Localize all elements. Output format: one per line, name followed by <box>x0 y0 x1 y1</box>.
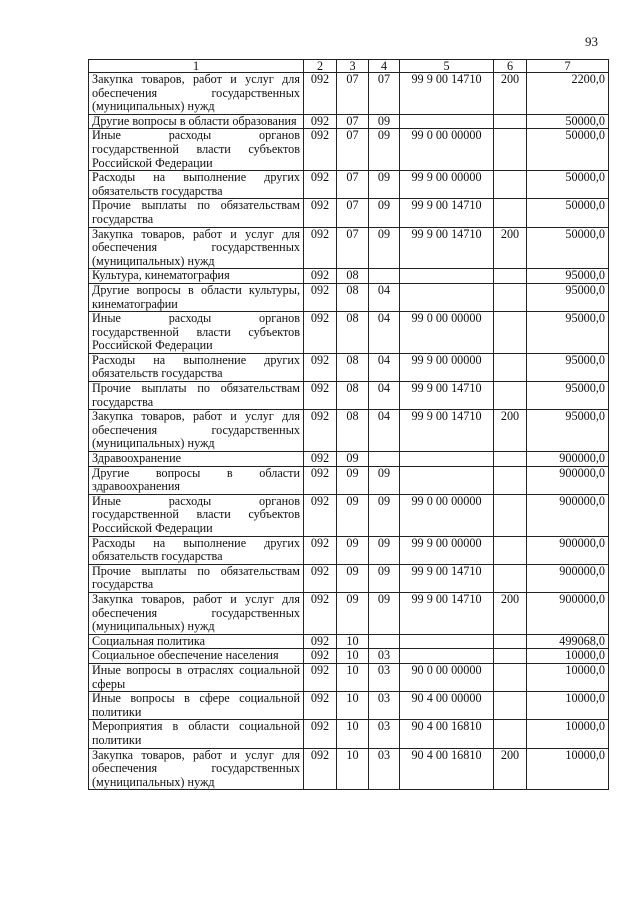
row-amount-cell: 900000,0 <box>527 452 609 467</box>
row-type-cell: 200 <box>494 748 527 790</box>
table-row <box>89 634 609 649</box>
row-target-cell <box>400 634 494 649</box>
row-amount-cell: 50000,0 <box>527 129 609 171</box>
row-amount-cell: 900000,0 <box>527 592 609 634</box>
row-section-cell: 08 <box>337 353 369 381</box>
table-row <box>89 692 609 720</box>
table-row <box>89 452 609 467</box>
row-section-cell: 10 <box>337 649 369 664</box>
row-amount-cell: 2200,0 <box>527 73 609 115</box>
row-code-cell: 092 <box>304 494 337 536</box>
row-code-cell: 092 <box>304 649 337 664</box>
header-cell-1: 1 <box>89 60 304 73</box>
row-subsection-cell: 09 <box>369 129 400 171</box>
row-amount-cell: 50000,0 <box>527 199 609 227</box>
table-row <box>89 592 609 634</box>
row-section-cell: 07 <box>337 129 369 171</box>
row-amount-cell: 10000,0 <box>527 692 609 720</box>
table-row <box>89 353 609 381</box>
row-subsection-cell: 04 <box>369 312 400 354</box>
row-target-cell: 99 0 00 00000 <box>400 494 494 536</box>
table-row <box>89 114 609 129</box>
table-row <box>89 73 609 115</box>
row-name-cell: Расходы на выполнение других обязательств государства <box>89 353 304 381</box>
row-target-cell: 90 4 00 16810 <box>400 748 494 790</box>
row-code-cell: 092 <box>304 748 337 790</box>
row-section-cell: 07 <box>337 114 369 129</box>
row-amount-cell: 900000,0 <box>527 564 609 592</box>
row-section-cell: 07 <box>337 199 369 227</box>
row-target-cell: 99 9 00 14710 <box>400 73 494 115</box>
row-subsection-cell: 09 <box>369 227 400 269</box>
row-target-cell: 90 4 00 16810 <box>400 720 494 748</box>
table-row <box>89 129 609 171</box>
row-subsection-cell <box>369 269 400 284</box>
table-row <box>89 171 609 199</box>
row-name-cell: Закупка товаров, работ и услуг для обеспечения государственных (муниципальных) нужд <box>89 227 304 269</box>
row-type-cell <box>494 382 527 410</box>
row-subsection-cell: 09 <box>369 466 400 494</box>
row-subsection-cell: 07 <box>369 73 400 115</box>
row-name-cell: Прочие выплаты по обязательствам государства <box>89 199 304 227</box>
row-type-cell <box>494 353 527 381</box>
row-subsection-cell: 03 <box>369 748 400 790</box>
row-target-cell <box>400 283 494 311</box>
row-name-cell: Культура, кинематография <box>89 269 304 284</box>
row-code-cell: 092 <box>304 312 337 354</box>
row-code-cell: 092 <box>304 452 337 467</box>
row-target-cell: 99 9 00 14710 <box>400 592 494 634</box>
row-section-cell: 07 <box>337 227 369 269</box>
row-name-cell: Здравоохранение <box>89 452 304 467</box>
row-amount-cell: 10000,0 <box>527 663 609 691</box>
row-name-cell: Иные расходы органов государственной власти субъектов Российской Федерации <box>89 494 304 536</box>
row-subsection-cell: 03 <box>369 692 400 720</box>
table-row <box>89 720 609 748</box>
row-subsection-cell: 09 <box>369 199 400 227</box>
row-subsection-cell: 04 <box>369 382 400 410</box>
row-target-cell: 99 9 00 00000 <box>400 536 494 564</box>
row-type-cell <box>494 692 527 720</box>
row-name-cell: Социальная политика <box>89 634 304 649</box>
row-amount-cell: 50000,0 <box>527 227 609 269</box>
row-name-cell: Прочие выплаты по обязательствам государства <box>89 382 304 410</box>
row-amount-cell: 499068,0 <box>527 634 609 649</box>
row-name-cell: Другие вопросы в области образования <box>89 114 304 129</box>
table-row <box>89 564 609 592</box>
row-subsection-cell: 09 <box>369 494 400 536</box>
row-type-cell <box>494 269 527 284</box>
table-row <box>89 410 609 452</box>
row-code-cell: 092 <box>304 564 337 592</box>
row-code-cell: 092 <box>304 114 337 129</box>
row-section-cell: 08 <box>337 269 369 284</box>
table-row <box>89 283 609 311</box>
row-code-cell: 092 <box>304 73 337 115</box>
row-type-cell <box>494 171 527 199</box>
row-section-cell: 09 <box>337 536 369 564</box>
row-amount-cell: 50000,0 <box>527 114 609 129</box>
table-row <box>89 649 609 664</box>
row-type-cell: 200 <box>494 227 527 269</box>
row-amount-cell: 95000,0 <box>527 410 609 452</box>
row-subsection-cell: 04 <box>369 283 400 311</box>
row-amount-cell: 95000,0 <box>527 312 609 354</box>
budget-table <box>88 59 609 790</box>
row-section-cell: 08 <box>337 312 369 354</box>
row-name-cell: Мероприятия в области социальной политики <box>89 720 304 748</box>
page-number: 93 <box>585 34 598 49</box>
row-section-cell: 09 <box>337 564 369 592</box>
row-type-cell <box>494 649 527 664</box>
row-section-cell: 09 <box>337 592 369 634</box>
row-target-cell: 99 9 00 14710 <box>400 410 494 452</box>
row-name-cell: Расходы на выполнение других обязательств государства <box>89 171 304 199</box>
row-type-cell <box>494 466 527 494</box>
row-target-cell: 99 0 00 00000 <box>400 312 494 354</box>
row-section-cell: 10 <box>337 720 369 748</box>
header-cell-5: 5 <box>400 60 494 73</box>
row-code-cell: 092 <box>304 410 337 452</box>
table-row <box>89 382 609 410</box>
row-amount-cell: 900000,0 <box>527 494 609 536</box>
row-name-cell: Закупка товаров, работ и услуг для обеспечения государственных (муниципальных) нужд <box>89 748 304 790</box>
row-section-cell: 08 <box>337 410 369 452</box>
row-code-cell: 092 <box>304 466 337 494</box>
row-code-cell: 092 <box>304 199 337 227</box>
row-code-cell: 092 <box>304 592 337 634</box>
row-code-cell: 092 <box>304 634 337 649</box>
header-cell-7: 7 <box>527 60 609 73</box>
row-section-cell: 10 <box>337 748 369 790</box>
row-target-cell <box>400 452 494 467</box>
table-row <box>89 269 609 284</box>
row-subsection-cell <box>369 634 400 649</box>
row-type-cell <box>494 564 527 592</box>
row-subsection-cell: 09 <box>369 114 400 129</box>
row-name-cell: Иные расходы органов государственной власти субъектов Российской Федерации <box>89 312 304 354</box>
row-section-cell: 09 <box>337 494 369 536</box>
row-target-cell <box>400 466 494 494</box>
row-code-cell: 092 <box>304 283 337 311</box>
row-amount-cell: 50000,0 <box>527 171 609 199</box>
header-cell-6: 6 <box>494 60 527 73</box>
row-target-cell: 99 0 00 00000 <box>400 129 494 171</box>
row-target-cell: 99 9 00 14710 <box>400 564 494 592</box>
row-code-cell: 092 <box>304 171 337 199</box>
row-subsection-cell: 09 <box>369 564 400 592</box>
table-row <box>89 748 609 790</box>
row-target-cell <box>400 269 494 284</box>
row-type-cell: 200 <box>494 592 527 634</box>
row-amount-cell: 900000,0 <box>527 466 609 494</box>
row-type-cell <box>494 536 527 564</box>
row-code-cell: 092 <box>304 269 337 284</box>
row-name-cell: Иные вопросы в сфере социальной политики <box>89 692 304 720</box>
row-type-cell <box>494 494 527 536</box>
row-target-cell: 99 9 00 14710 <box>400 382 494 410</box>
row-section-cell: 08 <box>337 283 369 311</box>
row-name-cell: Социальное обеспечение населения <box>89 649 304 664</box>
row-amount-cell: 95000,0 <box>527 353 609 381</box>
row-subsection-cell: 03 <box>369 663 400 691</box>
row-section-cell: 10 <box>337 634 369 649</box>
row-type-cell: 200 <box>494 410 527 452</box>
row-target-cell: 99 9 00 14710 <box>400 227 494 269</box>
header-cell-4: 4 <box>369 60 400 73</box>
row-name-cell: Закупка товаров, работ и услуг для обеспечения государственных (муниципальных) нужд <box>89 73 304 115</box>
row-type-cell <box>494 199 527 227</box>
row-subsection-cell: 09 <box>369 592 400 634</box>
row-subsection-cell <box>369 452 400 467</box>
row-target-cell: 99 9 00 00000 <box>400 353 494 381</box>
row-name-cell: Прочие выплаты по обязательствам государства <box>89 564 304 592</box>
row-section-cell: 09 <box>337 452 369 467</box>
table-row <box>89 536 609 564</box>
row-name-cell: Расходы на выполнение других обязательств государства <box>89 536 304 564</box>
row-target-cell: 90 4 00 00000 <box>400 692 494 720</box>
row-code-cell: 092 <box>304 536 337 564</box>
row-target-cell: 90 0 00 00000 <box>400 663 494 691</box>
row-code-cell: 092 <box>304 720 337 748</box>
row-amount-cell: 900000,0 <box>527 536 609 564</box>
row-section-cell: 09 <box>337 466 369 494</box>
row-code-cell: 092 <box>304 227 337 269</box>
row-name-cell: Другие вопросы в области культуры, кинематографии <box>89 283 304 311</box>
row-section-cell: 07 <box>337 171 369 199</box>
row-code-cell: 092 <box>304 353 337 381</box>
table-row <box>89 199 609 227</box>
row-type-cell <box>494 312 527 354</box>
row-subsection-cell: 09 <box>369 171 400 199</box>
table-body <box>89 73 609 790</box>
row-type-cell: 200 <box>494 73 527 115</box>
row-target-cell <box>400 114 494 129</box>
row-code-cell: 092 <box>304 692 337 720</box>
row-amount-cell: 10000,0 <box>527 720 609 748</box>
row-name-cell: Закупка товаров, работ и услуг для обеспечения государственных (муниципальных) нужд <box>89 592 304 634</box>
row-section-cell: 07 <box>337 73 369 115</box>
row-type-cell <box>494 129 527 171</box>
header-cell-2: 2 <box>304 60 337 73</box>
header-row <box>89 60 609 73</box>
row-amount-cell: 10000,0 <box>527 649 609 664</box>
row-name-cell: Закупка товаров, работ и услуг для обеспечения государственных (муниципальных) нужд <box>89 410 304 452</box>
row-subsection-cell: 04 <box>369 353 400 381</box>
row-amount-cell: 95000,0 <box>527 382 609 410</box>
row-subsection-cell: 04 <box>369 410 400 452</box>
table-row <box>89 466 609 494</box>
row-code-cell: 092 <box>304 663 337 691</box>
row-type-cell <box>494 452 527 467</box>
row-target-cell <box>400 649 494 664</box>
row-target-cell: 99 9 00 14710 <box>400 199 494 227</box>
row-amount-cell: 95000,0 <box>527 283 609 311</box>
table-row <box>89 494 609 536</box>
row-code-cell: 092 <box>304 129 337 171</box>
row-code-cell: 092 <box>304 382 337 410</box>
header-cell-3: 3 <box>337 60 369 73</box>
table-row <box>89 663 609 691</box>
row-name-cell: Иные вопросы в отраслях социальной сферы <box>89 663 304 691</box>
row-type-cell <box>494 634 527 649</box>
row-section-cell: 10 <box>337 692 369 720</box>
row-section-cell: 08 <box>337 382 369 410</box>
row-amount-cell: 10000,0 <box>527 748 609 790</box>
row-subsection-cell: 03 <box>369 649 400 664</box>
row-type-cell <box>494 283 527 311</box>
row-target-cell: 99 9 00 00000 <box>400 171 494 199</box>
row-type-cell <box>494 114 527 129</box>
row-name-cell: Другие вопросы в области здравоохранения <box>89 466 304 494</box>
row-type-cell <box>494 720 527 748</box>
row-amount-cell: 95000,0 <box>527 269 609 284</box>
table-row <box>89 227 609 269</box>
row-name-cell: Иные расходы органов государственной власти субъектов Российской Федерации <box>89 129 304 171</box>
row-section-cell: 10 <box>337 663 369 691</box>
table-row <box>89 312 609 354</box>
row-subsection-cell: 03 <box>369 720 400 748</box>
row-type-cell <box>494 663 527 691</box>
row-subsection-cell: 09 <box>369 536 400 564</box>
